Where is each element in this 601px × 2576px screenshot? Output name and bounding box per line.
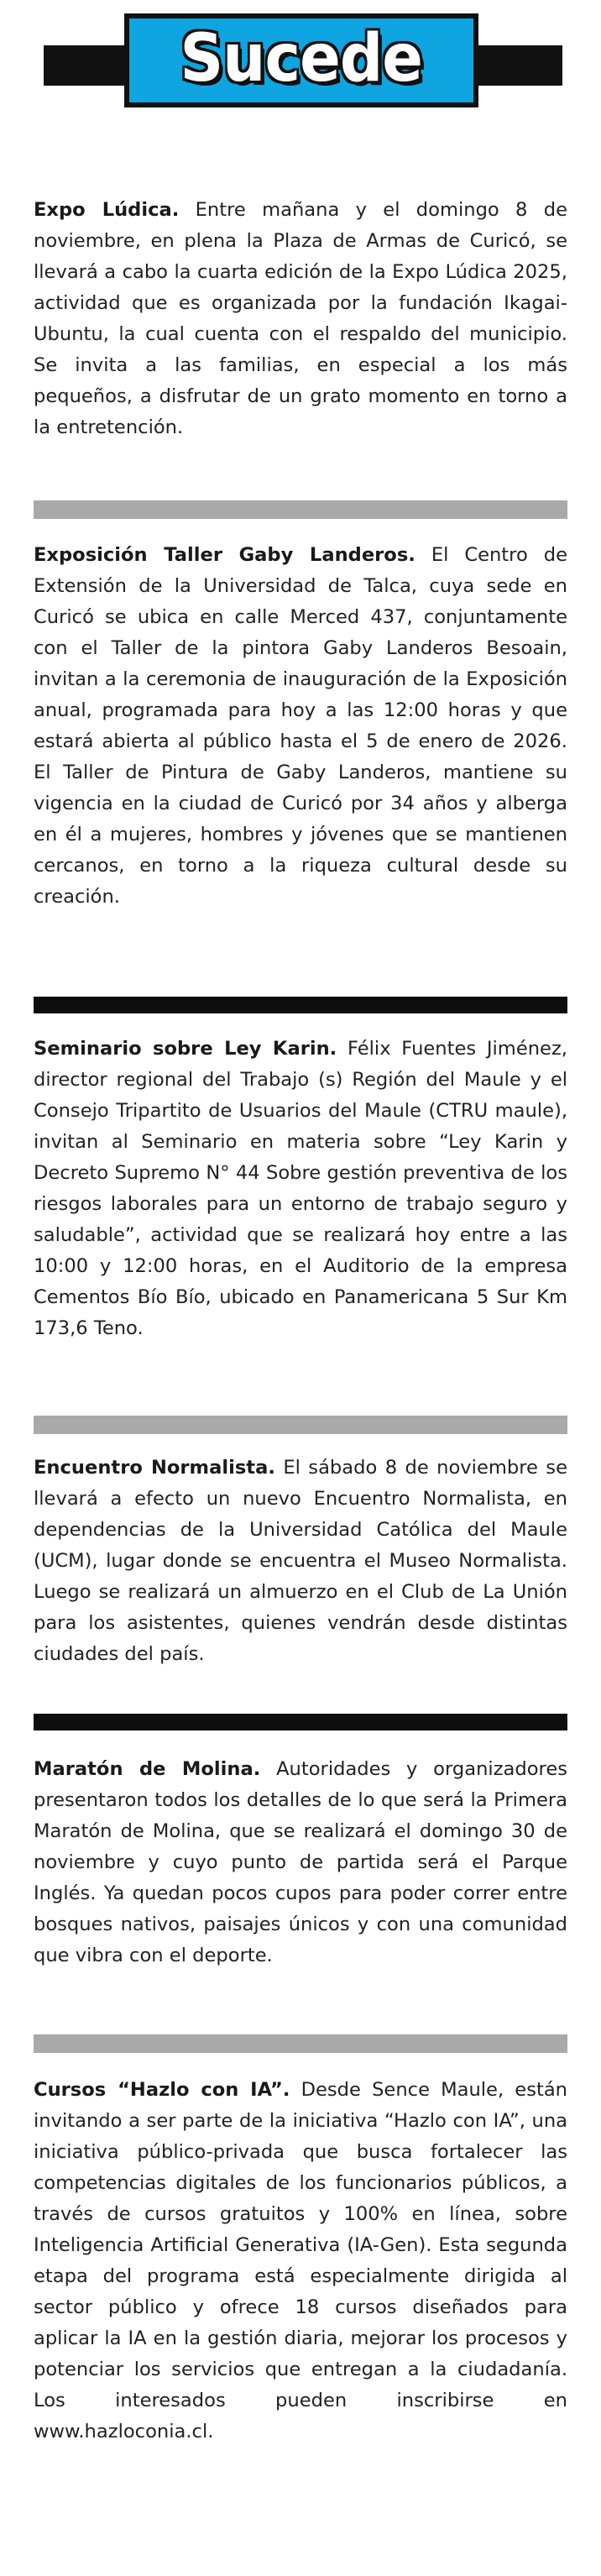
news-item-body: Desde Sence Maule, están invitando a ser parte de la iniciativa “Hazlo con IA”, una iniciativa público-privada que busca fortalecer las competencias digitales de los funcionarios públicos, a través de cursos gratuitos y 100% en línea, sobre Inteligencia Artificial Generativa (IA-Gen). Esta segunda etapa del programa está especialmente dirigida al sector público y ofrece 18 cursos diseñados para aplicar la IA en la gestión diaria, mejorar los procesos y potenciar los servicios que entregan a la ciudadanía. Los interesados pueden inscribirse en www.hazloconia.cl. — [34, 2079, 567, 2442]
separator-gray — [34, 1416, 567, 1434]
separator-gray — [34, 2034, 567, 2053]
separator-black — [34, 997, 567, 1013]
separator-black — [34, 1714, 567, 1730]
news-item-cursos-hazlo-con-ia — [34, 2075, 567, 2448]
separator-gray — [34, 500, 567, 519]
section-title: Sucede — [180, 21, 423, 97]
news-item-encuentro-normalista — [34, 1453, 567, 1670]
news-item-headline: Seminario sobre Ley Karin. — [34, 1038, 337, 1060]
news-item-body: Entre mañana y el domingo 8 de noviembre, en plena la Plaza de Armas de Curicó, se llevará a cabo la cuarta edición de la Expo Lúdica 2025, actividad que es organizada por la fundación Ikagai-Ubuntu, la cual cuenta con el respaldo del municipio. Se invita a las familias, en especial a los más pequeños, a disfrutar de un grato momento en torno a la entretención. — [34, 199, 567, 438]
section-masthead — [44, 13, 562, 107]
news-item-seminario-ley-karin — [34, 1034, 567, 1344]
news-item-maraton-molina — [34, 1754, 567, 1971]
news-item-expo-ludica — [34, 195, 567, 443]
news-item-body: Autoridades y organizadores presentaron todos los detalles de lo que será la Primera Maratón de Molina, que se realizará el domingo 30 de noviembre y cuyo punto de partida será el Parque Inglés. Ya quedan pocos cupos para poder correr entre bosques nativos, paisajes únicos y con una comunidad que vibra con el deporte. — [34, 1758, 568, 1966]
news-item-headline: Exposición Taller Gaby Landeros. — [34, 544, 415, 566]
news-item-body: El Centro de Extensión de la Universidad de Talca, cuya sede en Curicó se ubica en calle Merced 437, conjuntamente con el Taller de la pintora Gaby Landeros Besoain, invitan a la ceremonia de inauguración de la Exposición anual, programada para hoy a las 12:00 horas y que estará abierta al público hasta el 5 de enero de 2026. El Taller de Pintura de Gaby Landeros, mantiene su vigencia en la ciudad de Curicó por 34 años y alberga en él a mujeres, hombres y jóvenes que se mantienen cercanos, en torno a la riqueza cultural desde su creación. — [34, 544, 567, 908]
masthead-title-box — [124, 13, 478, 107]
news-item-body: El sábado 8 de noviembre se llevará a efecto un nuevo Encuentro Normalista, en dependencias de la Universidad Católica del Maule (UCM), lugar donde se encuentra el Museo Normalista. Luego se realizará un almuerzo en el Club de La Unión para los asistentes, quienes vendrán desde distintas ciudades del país. — [34, 1457, 567, 1665]
news-item-exposicion-taller — [34, 540, 567, 913]
news-item-headline: Maratón de Molina. — [34, 1758, 261, 1780]
news-item-body: Félix Fuentes Jiménez, director regional del Trabajo (s) Región del Maule y el Consejo Tripartito de Usuarios del Maule (CTRU maule), invitan al Seminario en materia sobre “Ley Karin y Decreto Supremo N° 44 Sobre gestión preventiva de los riesgos laborales para un entorno de trabajo seguro y saludable”, actividad que se realizará hoy entre a las 10:00 y 12:00 horas, en el Auditorio de la empresa Cementos Bío Bío, ubicado en Panamericana 5 Sur Km 173,6 Teno. — [34, 1038, 567, 1339]
news-item-headline: Encuentro Normalista. — [34, 1457, 275, 1479]
news-item-headline: Cursos “Hazlo con IA”. — [34, 2079, 290, 2101]
news-item-headline: Expo Lúdica. — [34, 199, 180, 221]
